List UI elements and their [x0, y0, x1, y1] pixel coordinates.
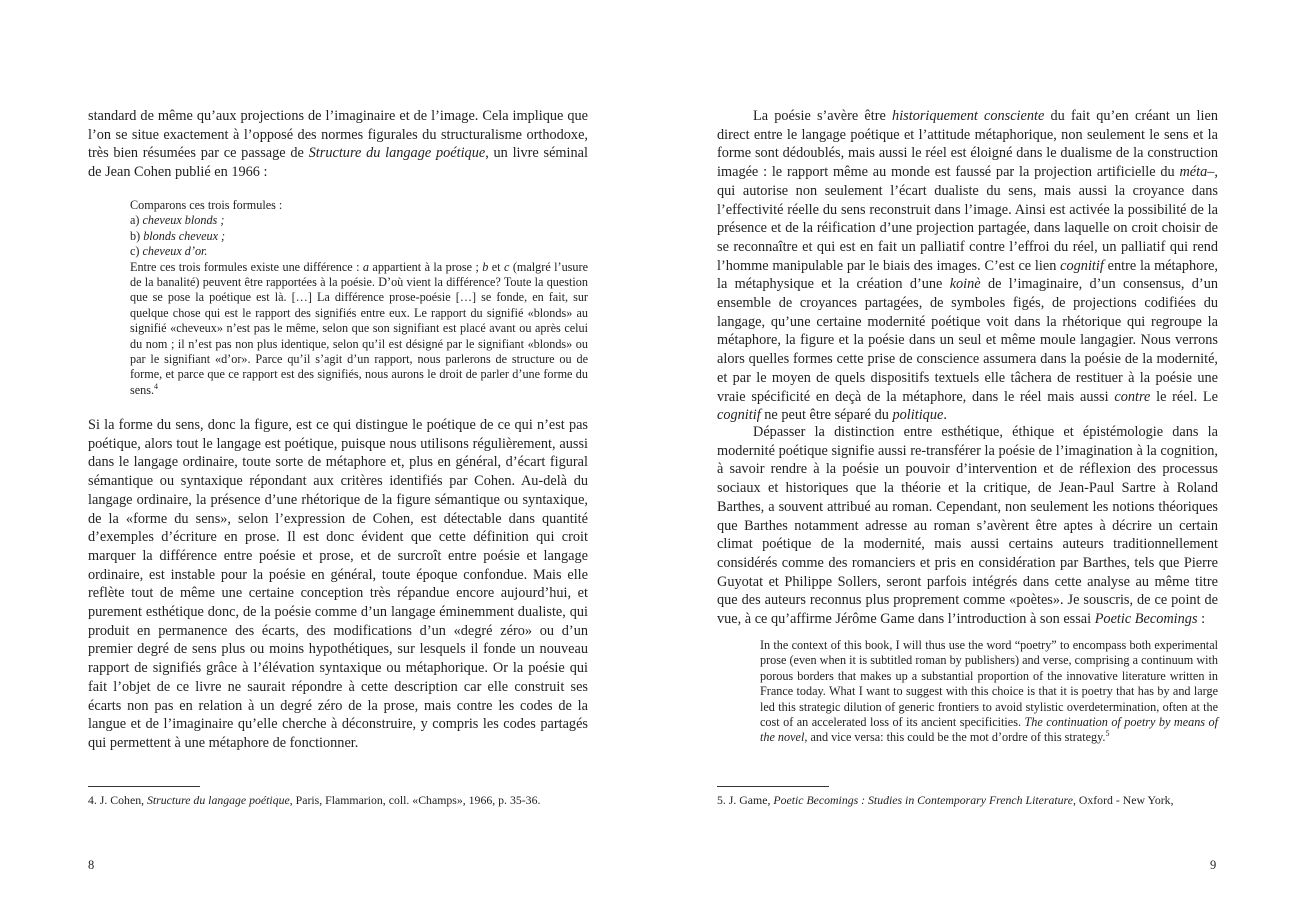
left-footnote: 4. J. Cohen, Structure du langage poétique, Paris, Flammarion, coll. «Champs», 1966, p. 35-36. [88, 793, 541, 807]
quote-formula-b: b) blonds cheveux ; [130, 228, 226, 243]
left-block-quote: Comparons ces trois formules : a) cheveux blonds ; b) blonds cheveux ; c) cheveux d’or. Entre ces trois formules existe une différence : a appartient à la prose ; b et c (malgré l’usure de la banalité) peuvent être rapportées à la poésie. D’où vient la différence? Toute la question que se pose la poétique est là. […] La différence prose-poésie […] se fonde, en fait, sur quelque chose qui est le rapport des signifiés entre eux. Le rapport du signifié «blonds» au signifié «cheveux» n’est pas le même, selon que son signifiant est placé avant ou après celui du nom ; il n’est pas non plus identique, selon qu’il est désigné par le signifiant «blonds» ou par le signifiant «d’or». Parce qu’il s’agit d’un rapport, nous parlerons de structure ou de forme, et parce que ce rapport est des signifiés, nous aurons le droit de parler d’une forme du sens.$^4$ [130, 198, 588, 397]
left-footnote-separator [88, 786, 200, 787]
footnote-ref-4[interactable]: 4 [154, 381, 159, 391]
right-page [652, 0, 1304, 912]
quote-body: Entre ces trois formules existe une différence : a appartient à la prose ; b et c (malgré l’usure de la banalité) peuvent être rapportées à la poésie. D’où vient la différence? Toute la question que se pose la poétique est là. […] La différence prose-poésie […] se fonde, en fait, sur quelque chose qui est le rapport des signifiés entre eux. Le rapport du signifié «blonds» au signifié «cheveux» n’est pas le même, selon que son signifiant est placé avant ou après celui du nom ; il n’est pas non plus identique, selon qu’il est désigné par le signifiant «blonds» ou par le signifiant «d’or». Parce qu’il s’agit d’un rapport, nous parlerons de structure ou de forme, et parce que ce rapport est des signifiés, nous aurons le droit de parler d’une forme du sens.$^4$ [130, 259, 588, 397]
quote-body: In the context of this book, I will thus use the word “poetry” to encompass both experimental prose (even when it is subtitled roman by publishers) and verse, comprising a continuum with porous borders that makes up a substantial proportion of the innovative literature written in France today. What I want to suggest with this choice is that it is poetry that has by and large led this strategic dilution of generic frontiers to avoid stylistic overdetermination, often at the cost of an accelerated loss of its ancient specificities. The continuation of poetry by means of the novel, and vice versa: this could be the mot d’ordre of this strategy.$^5$ [760, 638, 1218, 745]
right-footnote-separator [717, 786, 829, 787]
right-block-quote [760, 638, 1218, 746]
right-paragraph-2: Dépasser la distinction entre esthétique, éthique et épistémologie dans la modernité poétique signifie aussi re-transférer la poésie de l’imagination à la cognition, à savoir rendre à la poésie un pouvoir d’intervention et de réflexion des processus sociaux et historiques que la théorie et la critique, de Jean-Paul Sartre à Roland Barthes, a souvent attribué au roman. Cependant, non seulement les notions théoriques que Barthes notamment adresse au roman s’avèrent être aptes à décrire un certain climat poétique de la modernité, mais aussi certains auteurs traditionnellement considérés comme des romanciers et pris en considération par Barthes, tels que Pierre Guyotat et Philippe Sollers, seront parfois intégrés dans cette analyse au même titre que des auteurs reconnus plus proprement comme «poètes». Je souscris, de ce point de vue, à ce qu’affirme Jérôme Game dans l’introduction à son essai Poetic Becomings : [717, 424, 1218, 628]
footnote-ref-5[interactable]: 5 [1105, 729, 1110, 739]
left-paragraph-1: standard de même qu’aux projections de l’imaginaire et de l’image. Cela implique que l’on se situe exactement à l’opposé des normes figurales du structuralisme orthodoxe, très bien résumées par ce passage de Structure du langage poétique, un livre séminal de Jean Cohen publié en 1966 : [88, 108, 588, 181]
page-number-right: 9 [1210, 858, 1217, 872]
right-paragraph-1: La poésie s’avère être historiquement consciente du fait qu’en créant un lien direct entre le langage poétique et l’attitude métaphorique, non seulement le sens et la forme sont dédoublés, mais aussi le réel est éloigné dans le dualisme de la construction imagée : le rapport même au monde est faussé par la projection artificielle du méta–, qui autorise non seulement l’écart dualiste du sens, mais aussi la croyance dans l’effectivité réelle du sens reconstruit dans l’image. Ainsi est activée la possibilité de la présence et de la réification d’une projection partagée, dans laquelle on croit choisir de se reconnaître et qui est en fait un palliatif contre l’effroi du réel, un palliatif qui rend l’homme manipulable par le biais des images. C’est ce lien cognitif entre la métaphore, la métaphysique et la création d’une koinè de l’imaginaire, d’un consensus, d’un ensemble de croyances partagées, de symboles figés, de projections codifiées du langage, qu’une certaine modernité poétique voit dans la rhétorique qui regroupe la métaphore, la figure et la poésie dans un seul et même moule langagier. Nous verrons alors quelles formes cette prise de conscience assumera dans la poésie de la modernité, et par le moyen de quels dispositifs textuels elle tâchera de restituer à la poésie une vraie spécificité en deçà de la métaphore, dans le réel mais aussi contre le réel. Le cognitif ne peut être séparé du politique. [717, 108, 1219, 424]
left-paragraph-2: Si la forme du sens, donc la figure, est ce qui distingue le poétique de ce qui n’est pas poétique, alors tout le langage est poétique, puisque nous utilisons régulièrement, aussi dans le langage ordinaire, toute sorte de métaphore et, plus en général, d’écart figural sémantique ou syntaxique répondant aux critères identifiés par Cohen. Au-delà du langage ordinaire, la présence d’une rhétorique de la figure sémantique ou syntaxique, de la «forme du sens», selon l’expression de Cohen, est détectable dans quantité d’exemples d’écriture en prose. Il est donc évident que cette définition qui croit marquer la différence entre poésie et prose, et de surcroît entre poésie et langage ordinaire, est instable pour la poésie en général, toute époque confondue. Mais elle reflète tout de même une certaine conception très répandue encore aujourd’hui, et purement esthétique donc, de la poésie comme d’un langage éminemment dualiste, qui produit en permanence des écarts, des modifications d’un «degré zéro» ou d’un premier degré de sens plus ou moins hypothétiques, sur lesquels il fonde un nouveau rapport de signifiés grâce à l’élévation syntaxique ou métaphorique. Or la poésie qui fait l’objet de ce livre ne saurait répondre à cette description car elle construit ses écarts non pas en relation à un degré zéro de la prose, mais contre les codes de la langue et de l’imaginaire qu’elle cherche à déconstruire, y compris les codes partagés qui permettent à une métaphore de fonctionner. [88, 417, 588, 751]
page-number-left: 8 [88, 858, 95, 872]
quote-formula-c: c) cheveux d’or. [130, 244, 208, 259]
quote-formula-a: a) cheveux blonds ; [130, 213, 225, 228]
right-footnote: 5. J. Game, Poetic Becomings : Studies in Contemporary French Literature, Oxford - New York, [717, 793, 1174, 807]
